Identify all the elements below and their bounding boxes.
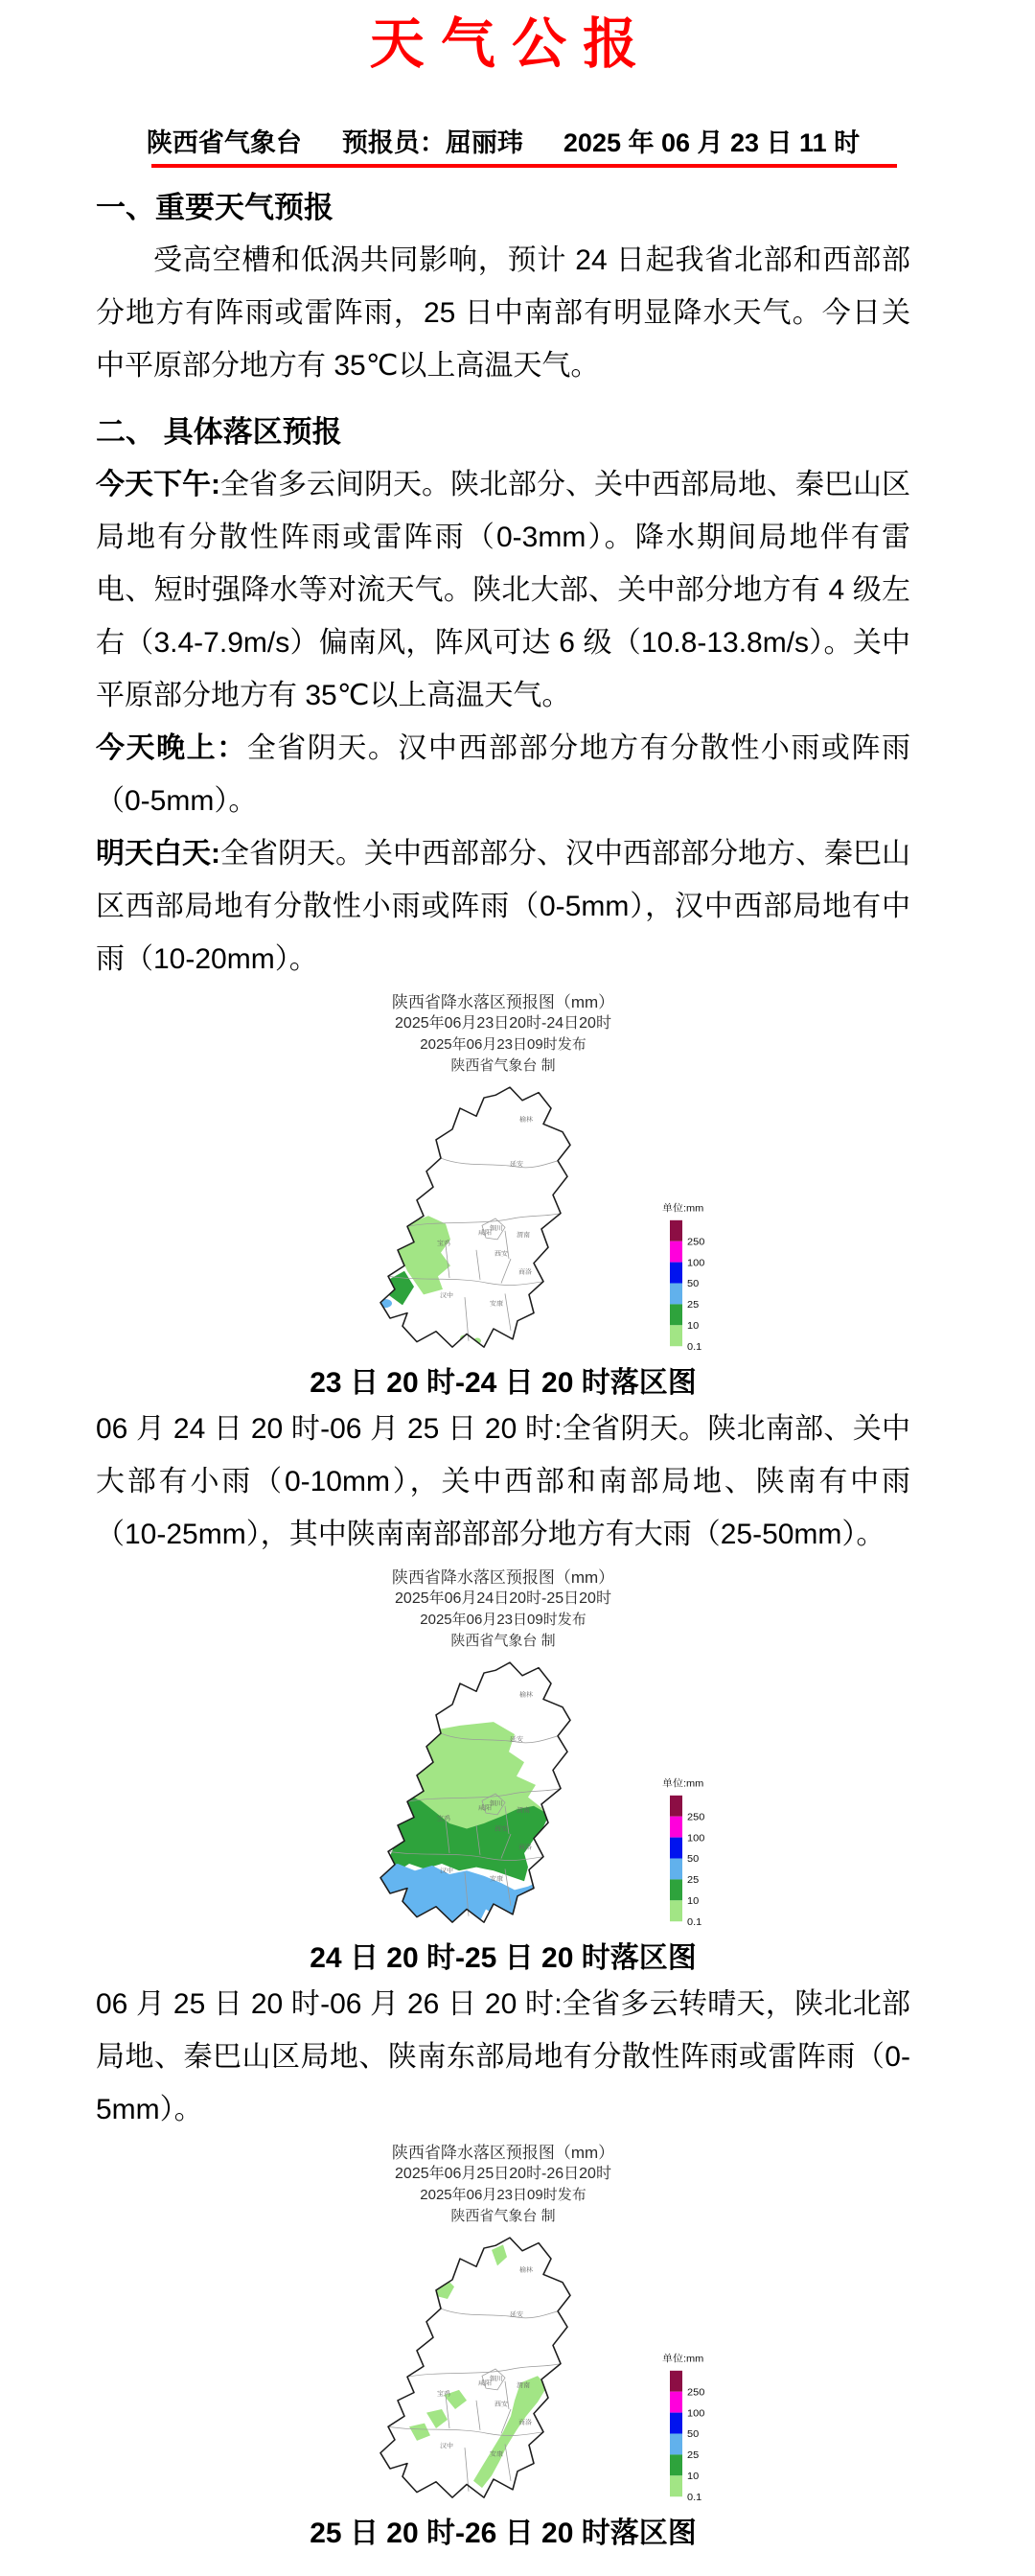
legend-value: 250 [687, 1236, 705, 1247]
legend-title: 单位:mm [662, 1777, 704, 1790]
shaanxi-outline [380, 2238, 570, 2497]
city-label-shangluo: 商洛 [518, 1844, 532, 1850]
legend-value: 100 [687, 1257, 705, 1268]
legend-swatch-10-25 [670, 2454, 682, 2475]
legend-value: 100 [687, 2407, 705, 2419]
legend-value: 50 [687, 2428, 700, 2440]
precip-map-figure-1 [96, 991, 910, 1403]
legend-value: 50 [687, 1853, 700, 1865]
legend-swatch-100-250 [670, 1816, 682, 1837]
legend-title: 单位:mm [662, 1202, 704, 1215]
rain-area-patches [403, 2244, 547, 2488]
para-today-afternoon [96, 458, 910, 722]
map-maker: 陕西省气象台 制 [450, 1632, 556, 1649]
city-label-hanzhong: 汉中 [440, 1291, 453, 1299]
map-maker: 陕西省气象台 制 [450, 1056, 556, 1074]
city-label-xian: 西安 [494, 2401, 508, 2407]
city-label-xianyang: 咸阳 [478, 1229, 492, 1236]
city-label-yanan: 延安 [510, 2311, 523, 2318]
para-lead: 今天下午: [96, 468, 220, 500]
para-tomorrow-day [96, 827, 910, 986]
para-text: 全省阴天。关中西部部分、汉中西部部分地方、秦巴山区西部局地有分散性小雨或阵雨（0-5mm），汉中西部局地有中雨（10-20mm）。 [96, 837, 910, 975]
para-lead: 06 月 24 日 20 时-06 月 25 日 20 时: [96, 1412, 563, 1445]
legend-swatch-250plus [670, 1219, 682, 1241]
map-maker: 陕西省气象台 制 [450, 2207, 556, 2224]
page-title: 天气公报 [369, 13, 655, 75]
legend [662, 1777, 704, 1928]
legend-swatch-100-250 [670, 2391, 682, 2412]
red-underline [151, 164, 897, 168]
precip-map-figure-2 [96, 1566, 910, 1978]
city-labels [437, 1115, 533, 1307]
map1-titles [96, 991, 910, 1077]
map-title: 陕西省降水落区预报图（mm） [391, 992, 615, 1011]
legend-swatch-0.1-10 [670, 2475, 682, 2496]
city-label-tongchuan: 铜川 [490, 1799, 503, 1807]
map-period: 2025年06月24日20时-25日20时 [395, 1590, 611, 1607]
legend-swatch-25-50 [670, 1858, 682, 1879]
para-text: 全省多云转晴天，陕北北部局地、秦巴山区局地、陕南东部局地有分散性阵雨或雷阵雨（0-5mm）。 [96, 1987, 911, 2125]
map-issued: 2025年06月23日09时发布 [420, 2186, 586, 2203]
legend-value: 250 [687, 2386, 705, 2398]
legend-value: 10 [687, 2470, 700, 2482]
city-label-tongchuan: 铜川 [490, 1224, 503, 1232]
city-label-ankang: 安康 [490, 1875, 503, 1882]
para-lead: 明天白天: [96, 837, 220, 870]
para-text: 全省阴天。汉中西部部分地方有分散性小雨或阵雨（0-5mm）。 [96, 731, 911, 817]
legend-swatch-0.1-10 [670, 1900, 682, 1921]
city-label-xianyang: 咸阳 [478, 2379, 492, 2386]
city-label-yulin: 榆林 [519, 1691, 533, 1699]
legend-value: 10 [687, 1319, 700, 1332]
issue-datetime: 2025 年 06 月 23 日 11 时 [563, 128, 861, 157]
legend-swatch-10-25 [670, 1879, 682, 1900]
legend-swatch-10-25 [670, 1304, 682, 1325]
city-label-ankang: 安康 [490, 1300, 503, 1307]
map-period: 2025年06月25日20时-26日20时 [395, 2165, 611, 2182]
para-tonight [96, 722, 910, 827]
legend-value: 250 [687, 1811, 705, 1822]
map-title: 陕西省降水落区预报图（mm） [391, 2143, 615, 2162]
shaanxi-outline [380, 1087, 570, 1347]
legend-value: 50 [687, 1278, 700, 1289]
legend-value: 0.1 [687, 2491, 702, 2503]
map2-titles [96, 1566, 910, 1652]
legend-value: 25 [687, 1874, 700, 1886]
legend-value: 100 [687, 1832, 705, 1844]
legend-swatch-50-100 [670, 2412, 682, 2433]
city-label-weinan: 渭南 [517, 1231, 530, 1239]
header-meta-row [96, 127, 910, 159]
legend-swatch-250plus [670, 1795, 682, 1816]
para-24th-25th [96, 1403, 910, 1561]
legend [662, 1202, 704, 1353]
legend-swatch-250plus [670, 2370, 682, 2391]
map3-caption: 25 日 20 时-26 日 20 时落区图 [310, 2517, 697, 2549]
legend-value: 0.1 [687, 1340, 702, 1353]
city-label-yanan: 延安 [510, 1161, 523, 1168]
para-lead: 06 月 25 日 20 时-06 月 26 日 20 时: [96, 1987, 563, 2020]
city-label-hanzhong: 汉中 [440, 1867, 453, 1874]
city-label-xianyang: 咸阳 [478, 1804, 492, 1811]
city-label-hanzhong: 汉中 [440, 2442, 453, 2449]
bulletin-header [96, 127, 910, 168]
legend-value: 25 [687, 1299, 700, 1311]
section2-heading: 二、 具体落区预报 [96, 414, 342, 449]
legend [662, 2353, 704, 2503]
legend-title: 单位:mm [662, 2353, 704, 2365]
para-text: 全省阴天。陕北南部、关中大部有小雨（0-10mm），关中西部和南部局地、陕南有中雨（10-25mm），其中陕南南部部部分地方有大雨（25-50mm）。 [96, 1412, 911, 1550]
para-text: 全省多云间阴天。陕北部分、关中西部局地、秦巴山区局地有分散性阵雨或雷阵雨（0-3mm）。降水期间局地伴有雷电、短时强降水等对流天气。陕北大部、关中部分地方有 4 级左右（3.4-7.9m/s）偏南风，阵风可达 6 级（10.8-13.8m/s）。关中平原部分地方有 35℃以上高温天气。 [96, 468, 910, 711]
city-label-baoji: 宝鸡 [437, 2390, 450, 2397]
precip-map-figure-3 [96, 2142, 910, 2553]
city-label-baoji: 宝鸡 [437, 1240, 450, 1246]
shaanxi-precip-map-1 [264, 1079, 743, 1358]
map1-caption: 23 日 20 时-24 日 20 时落区图 [310, 1366, 697, 1399]
para-lead: 今天晚上： [96, 731, 247, 764]
legend-swatch-100-250 [670, 1241, 682, 1262]
city-label-weinan: 渭南 [517, 2381, 530, 2389]
legend-value: 10 [687, 1894, 700, 1907]
city-label-tongchuan: 铜川 [490, 2375, 503, 2382]
city-label-yanan: 延安 [510, 1736, 523, 1743]
city-labels [437, 2265, 533, 2457]
city-label-yulin: 榆林 [519, 1116, 533, 1124]
map-period: 2025年06月23日20时-24日20时 [395, 1014, 611, 1032]
forecaster-name: 预报员：屈丽玮 [341, 128, 523, 157]
shaanxi-precip-map-3 [264, 2229, 743, 2509]
section1-body: 受高空槽和低涡共同影响，预计 24 日起我省北部和西部部分地方有阵雨或雷阵雨，25 日中南部有明显降水天气。今日关中平原部分地方有 35℃以上高温天气。 [96, 244, 910, 382]
map-title: 陕西省降水落区预报图（mm） [391, 1567, 615, 1587]
legend-value: 0.1 [687, 1915, 702, 1928]
city-label-shangluo: 商洛 [518, 1268, 532, 1275]
section1-heading: 一、重要天气预报 [96, 190, 334, 224]
city-label-xian: 西安 [494, 1250, 508, 1257]
legend-swatch-25-50 [670, 1283, 682, 1304]
legend-swatch-50-100 [670, 1837, 682, 1858]
city-label-ankang: 安康 [490, 2450, 503, 2457]
city-label-baoji: 宝鸡 [437, 1815, 450, 1822]
legend-swatch-50-100 [670, 1262, 682, 1283]
legend-value: 25 [687, 2449, 700, 2461]
city-label-yulin: 榆林 [519, 2266, 533, 2274]
map-issued: 2025年06月23日09时发布 [420, 1611, 586, 1628]
map3-titles [96, 2142, 910, 2227]
legend-swatch-25-50 [670, 2433, 682, 2454]
city-label-shangluo: 商洛 [518, 2419, 532, 2425]
map2-caption: 24 日 20 时-25 日 20 时落区图 [310, 1941, 697, 1974]
city-label-xian: 西安 [494, 1825, 508, 1832]
city-label-weinan: 渭南 [517, 1806, 530, 1814]
map-issued: 2025年06月23日09时发布 [420, 1035, 586, 1053]
para-25th-26th [96, 1978, 910, 2136]
legend-swatch-0.1-10 [670, 1325, 682, 1346]
shaanxi-precip-map-2 [264, 1654, 743, 1934]
agency-name: 陕西省气象台 [146, 128, 302, 157]
